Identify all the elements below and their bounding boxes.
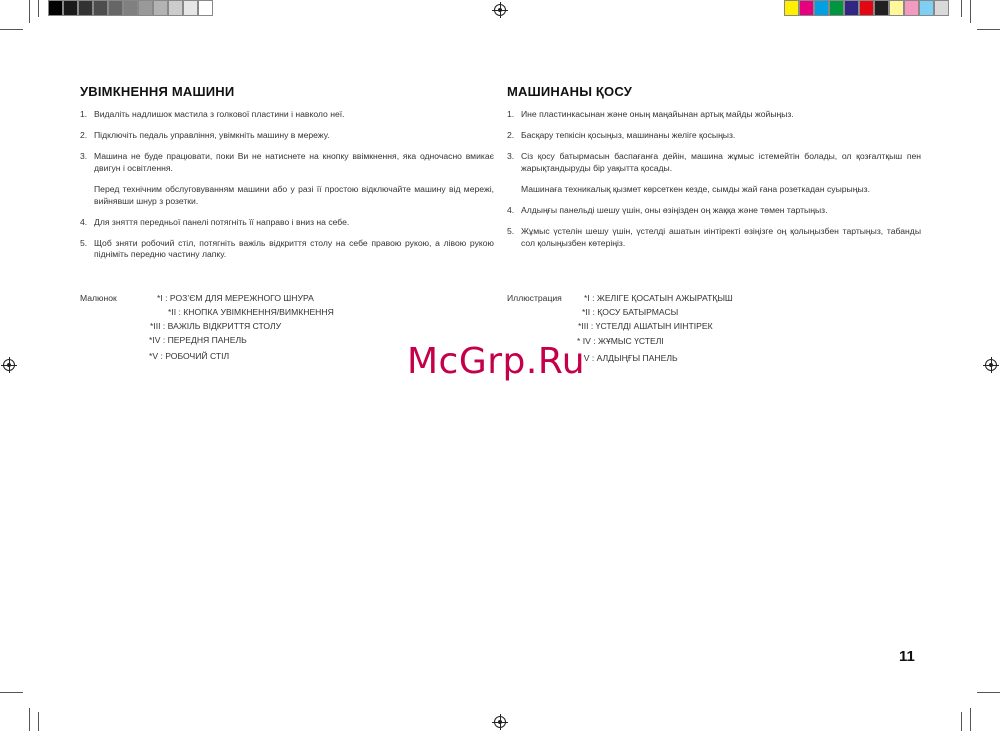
color-swatch <box>168 0 183 16</box>
grayscale-swatch-bar <box>48 0 213 16</box>
legend-entry: *I : ЖЕЛІГЕ ҚОСАТЫН АЖЫРАТҚЫШ <box>584 293 733 303</box>
list-item: 5. Щоб зняти робочий стіл, потягніть важіль відкриття столу на себе правою рукою, а лівою рукою підніміть передню частину лапку. <box>80 237 494 259</box>
color-swatch <box>183 0 198 16</box>
crop-mark <box>961 0 962 17</box>
legend-entry: *I : РОЗ’ЄМ ДЛЯ МЕРЕЖНОГО ШНУРА <box>157 293 314 303</box>
color-swatch <box>93 0 108 16</box>
color-swatch <box>78 0 93 16</box>
list-item: 2. Підключіть педаль управління, увімкніть машину в мережу. <box>80 130 330 140</box>
legend-caption: Иллюстрация <box>507 293 562 303</box>
color-swatch <box>799 0 814 16</box>
color-swatch-bar <box>784 0 949 16</box>
list-item: 1. Ине пластинкасынан және оның маңайынан артық майды жойыңыз. <box>507 109 794 119</box>
instruction-list <box>507 109 921 249</box>
page-number: 11 <box>899 648 915 665</box>
item-note: Перед технічним обслуговуванням машини або у разі її простою відключайте машину від мережі, вийнявши шнур з розетки. <box>94 184 494 206</box>
crop-mark <box>38 0 39 17</box>
legend-entry: * V : АЛДЫҢҒЫ ПАНЕЛЬ <box>578 353 678 363</box>
color-swatch <box>859 0 874 16</box>
color-swatch <box>814 0 829 16</box>
legend-caption: Малюнок <box>80 293 117 303</box>
color-swatch <box>919 0 934 16</box>
legend-entry: *III : ҮСТЕЛДІ АШАТЫН ИІНТІРЕК <box>578 321 713 331</box>
list-item: 5. Жұмыс үстелін шешу үшін, үстелді ашатын иінтіректі өзіңізге оң қолыңызбен тартыңыз, табанды сол қолыңызбен көтеріңіз. <box>507 226 921 248</box>
registration-mark-icon <box>494 716 506 728</box>
watermark: McGrp.Ru <box>407 341 586 382</box>
kazakh-section <box>507 84 921 259</box>
crop-mark <box>977 29 1000 30</box>
color-swatch <box>198 0 213 16</box>
list-item: 1. Видаліть надлишок мастила з голкової пластини і навколо неї. <box>80 109 345 119</box>
ukrainian-section <box>80 84 494 270</box>
crop-mark <box>29 0 30 23</box>
color-swatch <box>844 0 859 16</box>
color-swatch <box>829 0 844 16</box>
registration-mark-icon <box>3 359 15 371</box>
section-heading: УВІМКНЕННЯ МАШИНИ <box>80 84 235 99</box>
crop-mark <box>961 712 962 731</box>
registration-mark-icon <box>985 359 997 371</box>
color-swatch <box>123 0 138 16</box>
legend-entry: * IV : ЖҰМЫС ҮСТЕЛІ <box>577 336 664 346</box>
legend-entry: *IV : ПЕРЕДНЯ ПАНЕЛЬ <box>149 335 247 345</box>
legend-entry: *V : РОБОЧИЙ СТІЛ <box>149 351 230 361</box>
section-heading: МАШИНАНЫ ҚОСУ <box>507 84 633 99</box>
crop-mark <box>29 708 30 731</box>
list-item: 3. Машина не буде працювати, поки Ви не натиснете на кнопку ввімкнення, яка одночасно вмикає двигун і освітлення. Перед технічним обслуговуванням машини або у разі її простою відключайте машину від мережі, вийнявши шнур з розетки. <box>80 151 494 206</box>
color-swatch <box>784 0 799 16</box>
crop-mark <box>977 692 1000 693</box>
list-item: 4. Алдыңғы панельді шешу үшін, оны өзіңізден оң жаққа және төмен тартыңыз. <box>507 205 828 215</box>
color-swatch <box>889 0 904 16</box>
list-item: 4. Для зняття передньої панелі потягніть її направо і вниз на себе. <box>80 216 350 227</box>
color-swatch <box>153 0 168 16</box>
legend-entry: *III : ВАЖІЛЬ ВІДКРИТТЯ СТОЛУ <box>150 321 282 331</box>
crop-mark <box>970 0 971 23</box>
color-swatch <box>108 0 123 16</box>
crop-mark <box>970 708 971 731</box>
item-note: Машинаға техникалық қызмет көрсеткен кезде, сымды жай ғана розеткадан суырыңыз. <box>521 184 870 194</box>
instruction-list <box>80 109 494 261</box>
list-item: 3. Сіз қосу батырмасын баспағанға дейін, машина жұмыс істемейтін болады, ол қозғалтқыш пен жарықтандыруды бір уақытта қосады. Машинаға техникалық қызмет көрсеткен кезде, сымды жай ғана розеткадан суырыңыз. <box>507 151 921 194</box>
legend-entry: *II : КНОПКА УВІМКНЕННЯ/ВИМКНЕННЯ <box>168 307 334 317</box>
color-swatch <box>63 0 78 16</box>
crop-mark <box>0 29 23 30</box>
color-swatch <box>904 0 919 16</box>
registration-mark-icon <box>494 4 506 16</box>
color-swatch <box>138 0 153 16</box>
color-swatch <box>48 0 63 16</box>
color-swatch <box>934 0 949 16</box>
list-item: 2. Басқару тепкісін қосыңыз, машинаны желіге қосыңыз. <box>507 130 736 140</box>
crop-mark <box>0 692 23 693</box>
color-swatch <box>874 0 889 16</box>
crop-mark <box>38 712 39 731</box>
legend-entry: *II : ҚОСУ БАТЫРМАСЫ <box>582 307 679 317</box>
